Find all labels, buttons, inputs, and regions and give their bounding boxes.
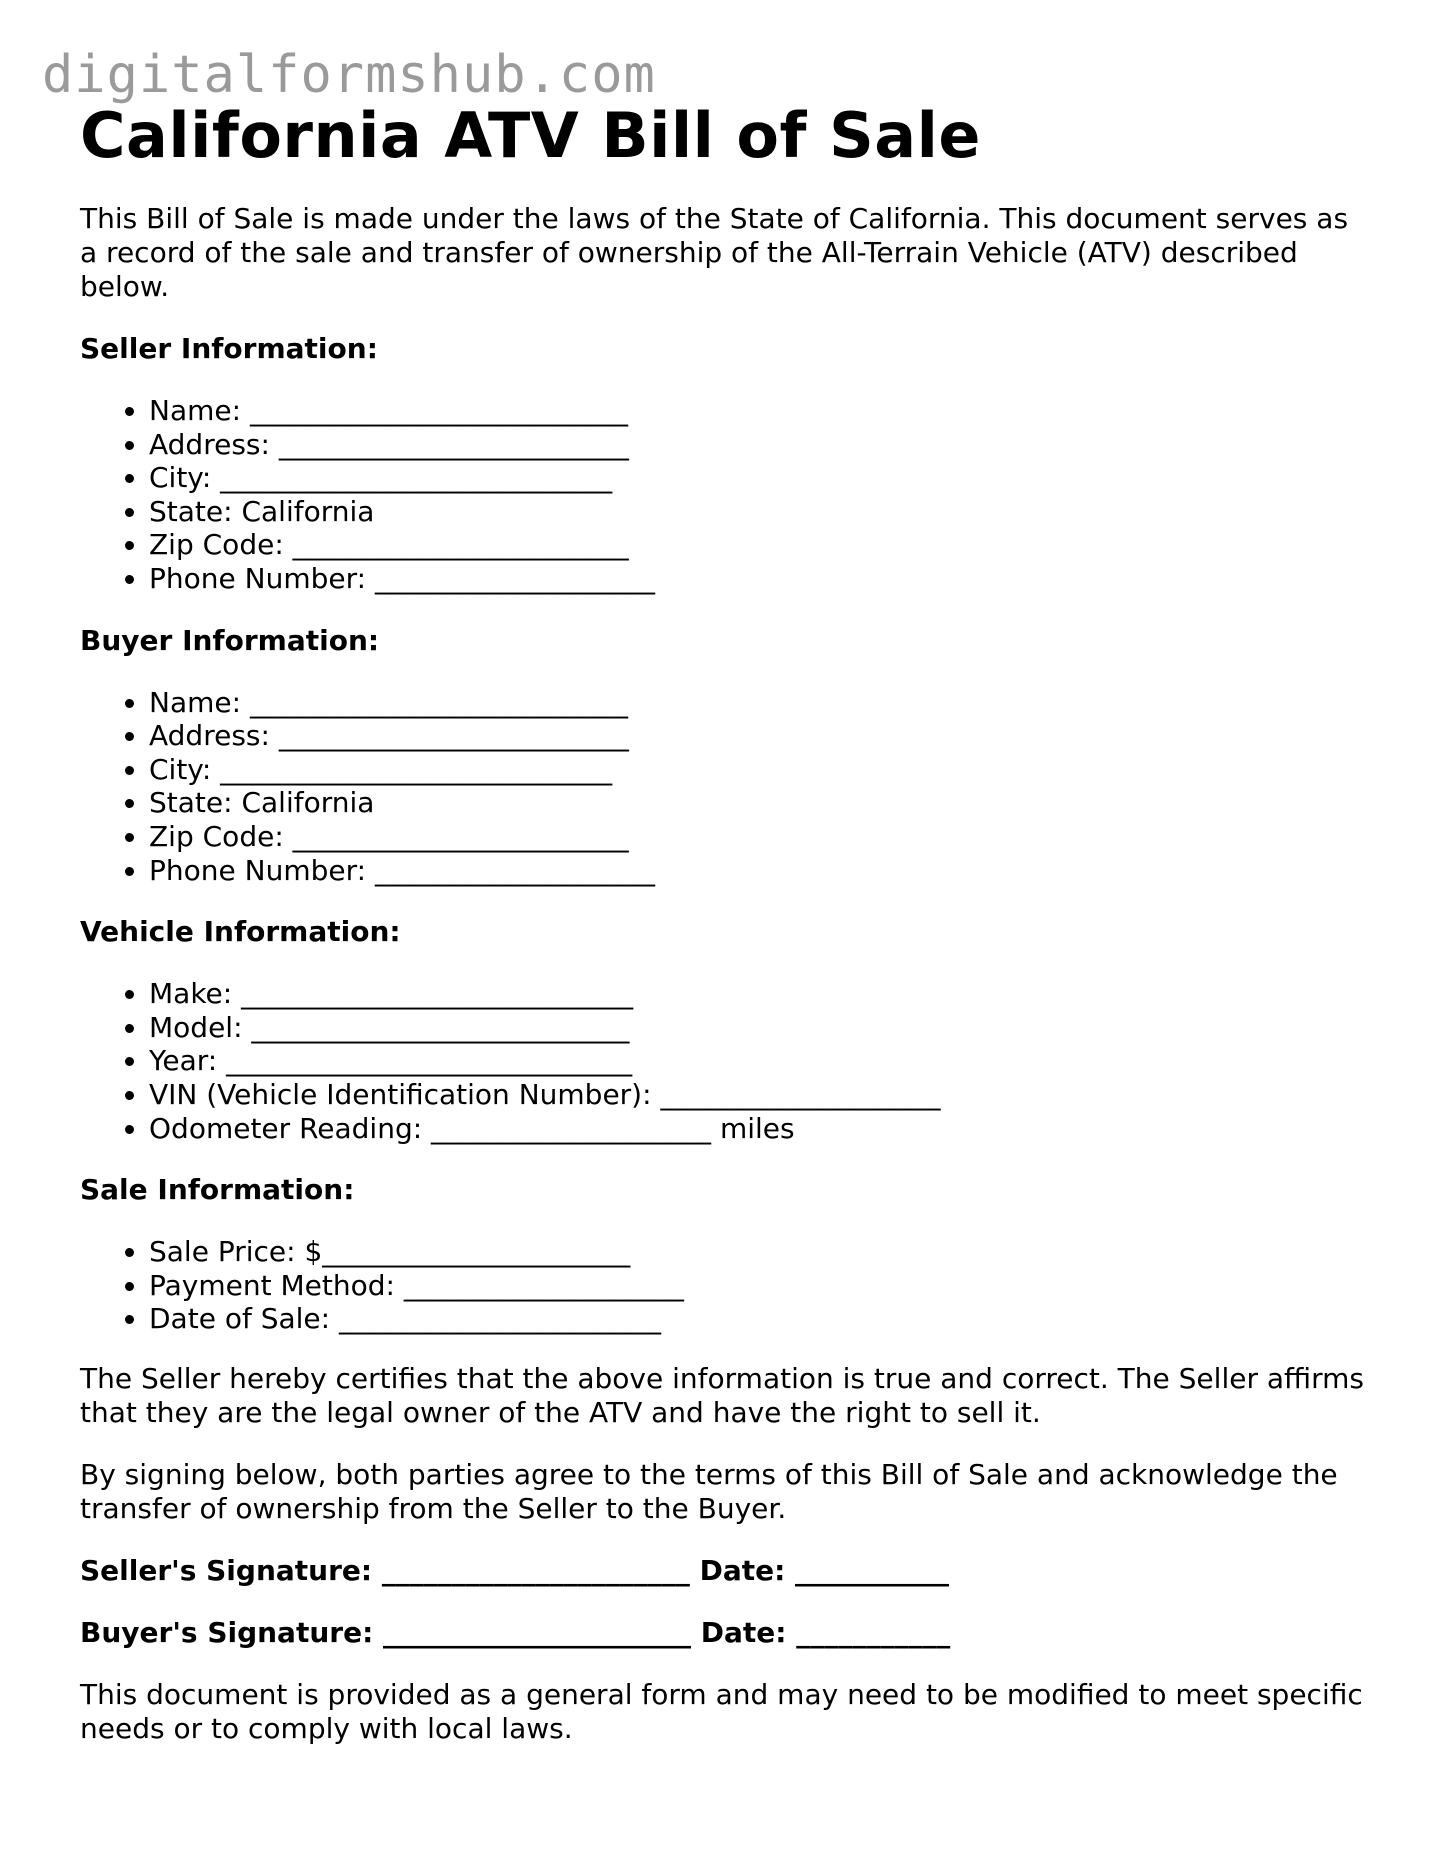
sale-price-field[interactable]: • Sale Price: $______________________	[149, 1235, 1370, 1269]
seller-signature-line[interactable]: Seller's Signature: ______________________ Date: ___________	[80, 1553, 950, 1587]
seller-city-field[interactable]: • City: ____________________________	[149, 461, 1370, 495]
seller-list	[80, 394, 1370, 596]
page-title: California ATV Bill of Sale	[80, 99, 981, 172]
intro-paragraph: This Bill of Sale is made under the laws of the State of California. This document serves as a record of the sale and transfer of ownership of the All-Terrain Vehicle (ATV) described below.	[80, 202, 1349, 303]
agreement-paragraph: By signing below, both parties agree to the terms of this Bill of Sale and acknowledge the transfer of ownership from the Seller to the Buyer.	[80, 1457, 1338, 1525]
document-body	[80, 96, 1370, 1746]
seller-heading: Seller Information:	[80, 332, 378, 365]
seller-name-field[interactable]: • Name: ___________________________	[149, 394, 1370, 428]
seller-state-field: • State: California	[149, 495, 1370, 529]
buyer-zip-field[interactable]: • Zip Code: ________________________	[149, 820, 1370, 854]
buyer-city-field[interactable]: • City: ____________________________	[149, 753, 1370, 787]
certification-paragraph: The Seller hereby certifies that the above information is true and correct. The Seller affirms that they are the legal owner of the ATV and have the right to sell it.	[80, 1361, 1364, 1429]
vehicle-list	[80, 977, 1370, 1145]
sale-heading: Sale Information:	[80, 1173, 355, 1207]
buyer-name-field[interactable]: • Name: ___________________________	[149, 686, 1370, 720]
vehicle-model-field[interactable]: • Model: ___________________________	[149, 1011, 1370, 1045]
vehicle-make-field[interactable]: • Make: ____________________________	[149, 977, 1370, 1011]
seller-zip-field[interactable]: • Zip Code: ________________________	[149, 528, 1370, 562]
vehicle-heading: Vehicle Information:	[80, 915, 401, 949]
seller-phone-field[interactable]: • Phone Number: ____________________	[149, 562, 1370, 596]
payment-method-field[interactable]: • Payment Method: ____________________	[149, 1269, 1370, 1303]
date-of-sale-field[interactable]: • Date of Sale: _______________________	[149, 1302, 1370, 1336]
watermark: digitalformshub.com	[42, 45, 656, 105]
sale-list	[80, 1235, 1370, 1336]
vehicle-odometer-field[interactable]: • Odometer Reading: ____________________ miles	[149, 1112, 1370, 1146]
vehicle-year-field[interactable]: • Year: _____________________________	[149, 1044, 1370, 1078]
vehicle-vin-field[interactable]: • VIN (Vehicle Identification Number): ____________________	[149, 1078, 1370, 1112]
buyer-list	[80, 686, 1370, 888]
seller-address-field[interactable]: • Address: _________________________	[149, 428, 1370, 462]
buyer-phone-field[interactable]: • Phone Number: ____________________	[149, 854, 1370, 888]
buyer-state-field: • State: California	[149, 786, 1370, 820]
buyer-address-field[interactable]: • Address: _________________________	[149, 719, 1370, 753]
buyer-heading: Buyer Information:	[80, 623, 380, 657]
buyer-signature-line[interactable]: Buyer's Signature: ______________________ Date: ___________	[80, 1615, 951, 1649]
disclaimer-paragraph: This document is provided as a general form and may need to be modified to meet specific needs or to comply with local laws.	[80, 1677, 1363, 1745]
